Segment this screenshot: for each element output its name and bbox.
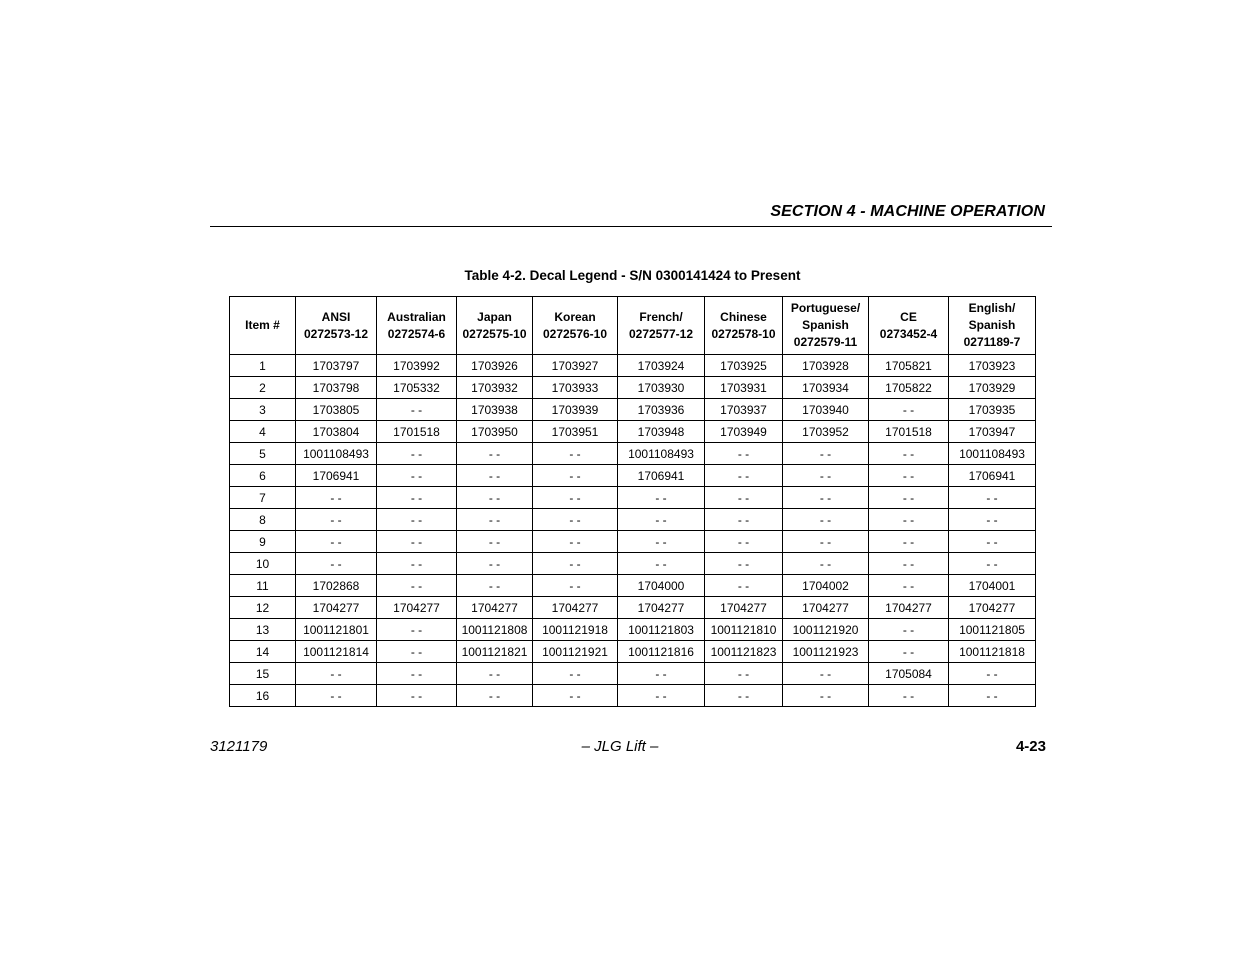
column-header-line: 0272579-11 (793, 335, 858, 349)
column-header (533, 297, 618, 355)
table-row (230, 619, 1036, 641)
table-cell: 1703933 (533, 377, 618, 399)
table-cell: - - (533, 663, 618, 685)
column-header (705, 297, 783, 355)
column-header-line: Korean (554, 309, 596, 324)
item-number-cell: 14 (230, 641, 296, 663)
table-cell: - - (296, 553, 377, 575)
table-cell: 1703928 (783, 355, 869, 377)
table-cell: - - (296, 685, 377, 707)
table-cell: 1704000 (618, 575, 705, 597)
column-header (457, 297, 533, 355)
table-cell: - - (533, 465, 618, 487)
page-number: 4-23 (1015, 738, 1046, 755)
table-cell: - - (457, 531, 533, 553)
column-header-line: 0272575-10 (462, 326, 527, 341)
table-cell: 1702868 (296, 575, 377, 597)
table-cell: 1703936 (618, 399, 705, 421)
table-cell: 1703951 (533, 421, 618, 443)
table-cell: - - (296, 663, 377, 685)
table-cell: 1001121803 (618, 619, 705, 641)
table-cell: - - (869, 619, 949, 641)
table-cell: - - (533, 685, 618, 707)
table-cell: - - (949, 509, 1036, 531)
table-cell: 1704277 (533, 597, 618, 619)
table-cell: - - (296, 487, 377, 509)
table-cell: - - (377, 641, 457, 663)
table-cell: - - (533, 509, 618, 531)
table-cell: 1001121821 (457, 641, 533, 663)
table-cell: - - (457, 509, 533, 531)
column-header-line: 0273452-4 (879, 326, 938, 341)
table-cell: 1703927 (533, 355, 618, 377)
doc-number: 3121179 (210, 738, 268, 755)
table-cell: - - (869, 641, 949, 663)
table-cell: - - (869, 509, 949, 531)
column-header (869, 297, 949, 355)
table-cell: - - (783, 531, 869, 553)
table-row (230, 685, 1036, 707)
item-number-cell: 16 (230, 685, 296, 707)
table-cell: 1705822 (869, 377, 949, 399)
item-number-cell: 2 (230, 377, 296, 399)
table-cell: - - (377, 531, 457, 553)
table-cell: - - (783, 663, 869, 685)
table-header-row (230, 297, 1036, 355)
table-cell: 1701518 (377, 421, 457, 443)
column-header-line: 0272574-6 (387, 326, 446, 341)
column-header-line: Australian (387, 309, 446, 324)
table-cell: - - (869, 399, 949, 421)
table-cell: - - (377, 487, 457, 509)
table-cell: - - (869, 465, 949, 487)
table-cell: - - (377, 443, 457, 465)
table-cell: 1703929 (949, 377, 1036, 399)
table-cell: - - (377, 619, 457, 641)
item-number-cell: 15 (230, 663, 296, 685)
table-cell: 1001121801 (296, 619, 377, 641)
column-header-line: English/ (968, 301, 1016, 315)
table-cell: 1703934 (783, 377, 869, 399)
table-cell: - - (949, 487, 1036, 509)
table-cell: - - (949, 531, 1036, 553)
table-cell: 1704277 (949, 597, 1036, 619)
table-cell: 1703931 (705, 377, 783, 399)
table-cell: 1703797 (296, 355, 377, 377)
table-cell: 1704277 (377, 597, 457, 619)
table-cell: 1701518 (869, 421, 949, 443)
table-cell: 1704277 (618, 597, 705, 619)
table-row (230, 377, 1036, 399)
table-cell: 1703940 (783, 399, 869, 421)
table-cell: 1704277 (296, 597, 377, 619)
column-header-line: CE (900, 309, 917, 324)
table-cell: - - (705, 685, 783, 707)
table-cell: 1703947 (949, 421, 1036, 443)
table-cell: - - (869, 685, 949, 707)
item-number-cell: 11 (230, 575, 296, 597)
item-number-cell: 10 (230, 553, 296, 575)
item-number-cell: 3 (230, 399, 296, 421)
table-cell: 1703805 (296, 399, 377, 421)
column-header-line: 0272576-10 (542, 326, 608, 341)
table-cell: 1705084 (869, 663, 949, 685)
table-cell: - - (783, 443, 869, 465)
table-cell: 1703932 (457, 377, 533, 399)
table-cell: 1704277 (869, 597, 949, 619)
table-row (230, 465, 1036, 487)
table-cell: - - (457, 487, 533, 509)
table-cell: 1706941 (618, 465, 705, 487)
column-header (377, 297, 457, 355)
column-header (949, 297, 1036, 355)
table-cell: 1703948 (618, 421, 705, 443)
table-cell: 1705821 (869, 355, 949, 377)
table-cell: 1703937 (705, 399, 783, 421)
column-header-line: Item # (245, 318, 280, 332)
item-number-cell: 7 (230, 487, 296, 509)
table-row (230, 575, 1036, 597)
table-cell: - - (869, 443, 949, 465)
table-cell: - - (618, 531, 705, 553)
table-cell: - - (618, 553, 705, 575)
table-cell: - - (783, 509, 869, 531)
table-cell: - - (457, 663, 533, 685)
table-cell: - - (618, 663, 705, 685)
table-cell: 1703938 (457, 399, 533, 421)
table-cell: - - (533, 575, 618, 597)
table-cell: - - (705, 663, 783, 685)
table-cell: - - (869, 575, 949, 597)
table-cell: 1703924 (618, 355, 705, 377)
table-body (230, 355, 1036, 707)
table-cell: - - (457, 443, 533, 465)
table-cell: 1704277 (705, 597, 783, 619)
table-cell: - - (783, 465, 869, 487)
table-row (230, 509, 1036, 531)
table-cell: 1703926 (457, 355, 533, 377)
table-cell: 1001108493 (949, 443, 1036, 465)
table-cell: - - (869, 531, 949, 553)
table-cell: - - (377, 575, 457, 597)
item-number-cell: 9 (230, 531, 296, 553)
table-cell: 1001121818 (949, 641, 1036, 663)
table-cell: - - (533, 531, 618, 553)
item-number-cell: 6 (230, 465, 296, 487)
table-cell: - - (705, 553, 783, 575)
column-header (618, 297, 705, 355)
column-header-line: Spanish (802, 318, 849, 332)
column-header-line: Spanish (968, 318, 1016, 332)
table-row (230, 487, 1036, 509)
item-number-cell: 8 (230, 509, 296, 531)
table-cell: 1001121921 (533, 641, 618, 663)
table-row (230, 553, 1036, 575)
table-cell: 1703798 (296, 377, 377, 399)
item-number-cell: 4 (230, 421, 296, 443)
table-cell: - - (377, 663, 457, 685)
table-cell: - - (533, 553, 618, 575)
table-caption: Table 4-2. Decal Legend - S/N 0300141424 to Present (464, 268, 801, 283)
table-cell: 1001121923 (783, 641, 869, 663)
table-cell: - - (949, 663, 1036, 685)
table-cell: 1703804 (296, 421, 377, 443)
table-cell: - - (457, 685, 533, 707)
item-number-cell: 12 (230, 597, 296, 619)
decal-legend-table (229, 296, 1036, 707)
table-cell: 1001121920 (783, 619, 869, 641)
table-cell: - - (949, 685, 1036, 707)
table-cell: - - (457, 575, 533, 597)
table-cell: - - (533, 487, 618, 509)
item-number-cell: 13 (230, 619, 296, 641)
table-cell: - - (705, 575, 783, 597)
table-cell: - - (783, 487, 869, 509)
section-header (210, 201, 1052, 227)
table-cell: 1703949 (705, 421, 783, 443)
table-row (230, 641, 1036, 663)
column-header-line: Chinese (720, 309, 767, 324)
table-cell: - - (457, 553, 533, 575)
table-cell: 1001121816 (618, 641, 705, 663)
table-cell: - - (705, 509, 783, 531)
table-cell: - - (869, 487, 949, 509)
table-cell: - - (296, 509, 377, 531)
table-cell: - - (377, 399, 457, 421)
table-cell: 1703923 (949, 355, 1036, 377)
section-title: SECTION 4 - MACHINE OPERATION (770, 203, 1045, 220)
table-cell: 1703930 (618, 377, 705, 399)
table-cell: 1703939 (533, 399, 618, 421)
table-cell: - - (705, 443, 783, 465)
table-cell: 1703952 (783, 421, 869, 443)
table-cell: 1704277 (457, 597, 533, 619)
column-header-line: Portuguese/ (790, 301, 861, 315)
table-cell: - - (533, 443, 618, 465)
table-cell: - - (618, 509, 705, 531)
table-cell: 1703925 (705, 355, 783, 377)
table-cell: 1703935 (949, 399, 1036, 421)
table-cell: - - (377, 465, 457, 487)
column-header (230, 297, 296, 355)
table-cell: 1001108493 (618, 443, 705, 465)
table-cell: - - (783, 685, 869, 707)
table-row (230, 443, 1036, 465)
table-cell: - - (377, 509, 457, 531)
table-row (230, 531, 1036, 553)
table-cell: - - (783, 553, 869, 575)
table-cell: 1001121918 (533, 619, 618, 641)
table-cell: 1704001 (949, 575, 1036, 597)
table-cell: 1706941 (949, 465, 1036, 487)
table-row (230, 597, 1036, 619)
table-cell: 1001121810 (705, 619, 783, 641)
table-cell: 1706941 (296, 465, 377, 487)
table-cell: - - (377, 553, 457, 575)
table-cell: 1704002 (783, 575, 869, 597)
table-cell: - - (377, 685, 457, 707)
table-cell: - - (705, 531, 783, 553)
item-number-cell: 5 (230, 443, 296, 465)
table-cell: 1703992 (377, 355, 457, 377)
table-cell: - - (296, 531, 377, 553)
table-cell: 1704277 (783, 597, 869, 619)
column-header-line: 0272573-12 (303, 326, 369, 341)
table-cell: - - (705, 487, 783, 509)
table-cell: - - (869, 553, 949, 575)
table-row (230, 663, 1036, 685)
column-header-line: 0272577-12 (628, 326, 694, 341)
column-header (296, 297, 377, 355)
table-cell: - - (457, 465, 533, 487)
column-header-line: 0271189-7 (963, 335, 1021, 349)
table-row (230, 399, 1036, 421)
table-row (230, 421, 1036, 443)
table-cell: 1705332 (377, 377, 457, 399)
column-header-line: ANSI (321, 309, 351, 324)
item-number-cell: 1 (230, 355, 296, 377)
column-header (783, 297, 869, 355)
table-cell: - - (618, 487, 705, 509)
table-cell: 1703950 (457, 421, 533, 443)
table-cell: 1001121814 (296, 641, 377, 663)
footer-brand: – JLG Lift – (581, 738, 659, 755)
table-cell: - - (949, 553, 1036, 575)
table-cell: 1001121823 (705, 641, 783, 663)
table-cell: 1001121808 (457, 619, 533, 641)
table-cell: 1001121805 (949, 619, 1036, 641)
table-cell: - - (618, 685, 705, 707)
column-header-line: French/ (639, 309, 683, 324)
table-row (230, 355, 1036, 377)
column-header-line: 0272578-10 (711, 326, 776, 341)
table-cell: - - (705, 465, 783, 487)
table-cell: 1001108493 (296, 443, 377, 465)
column-header-line: Japan (477, 309, 512, 324)
